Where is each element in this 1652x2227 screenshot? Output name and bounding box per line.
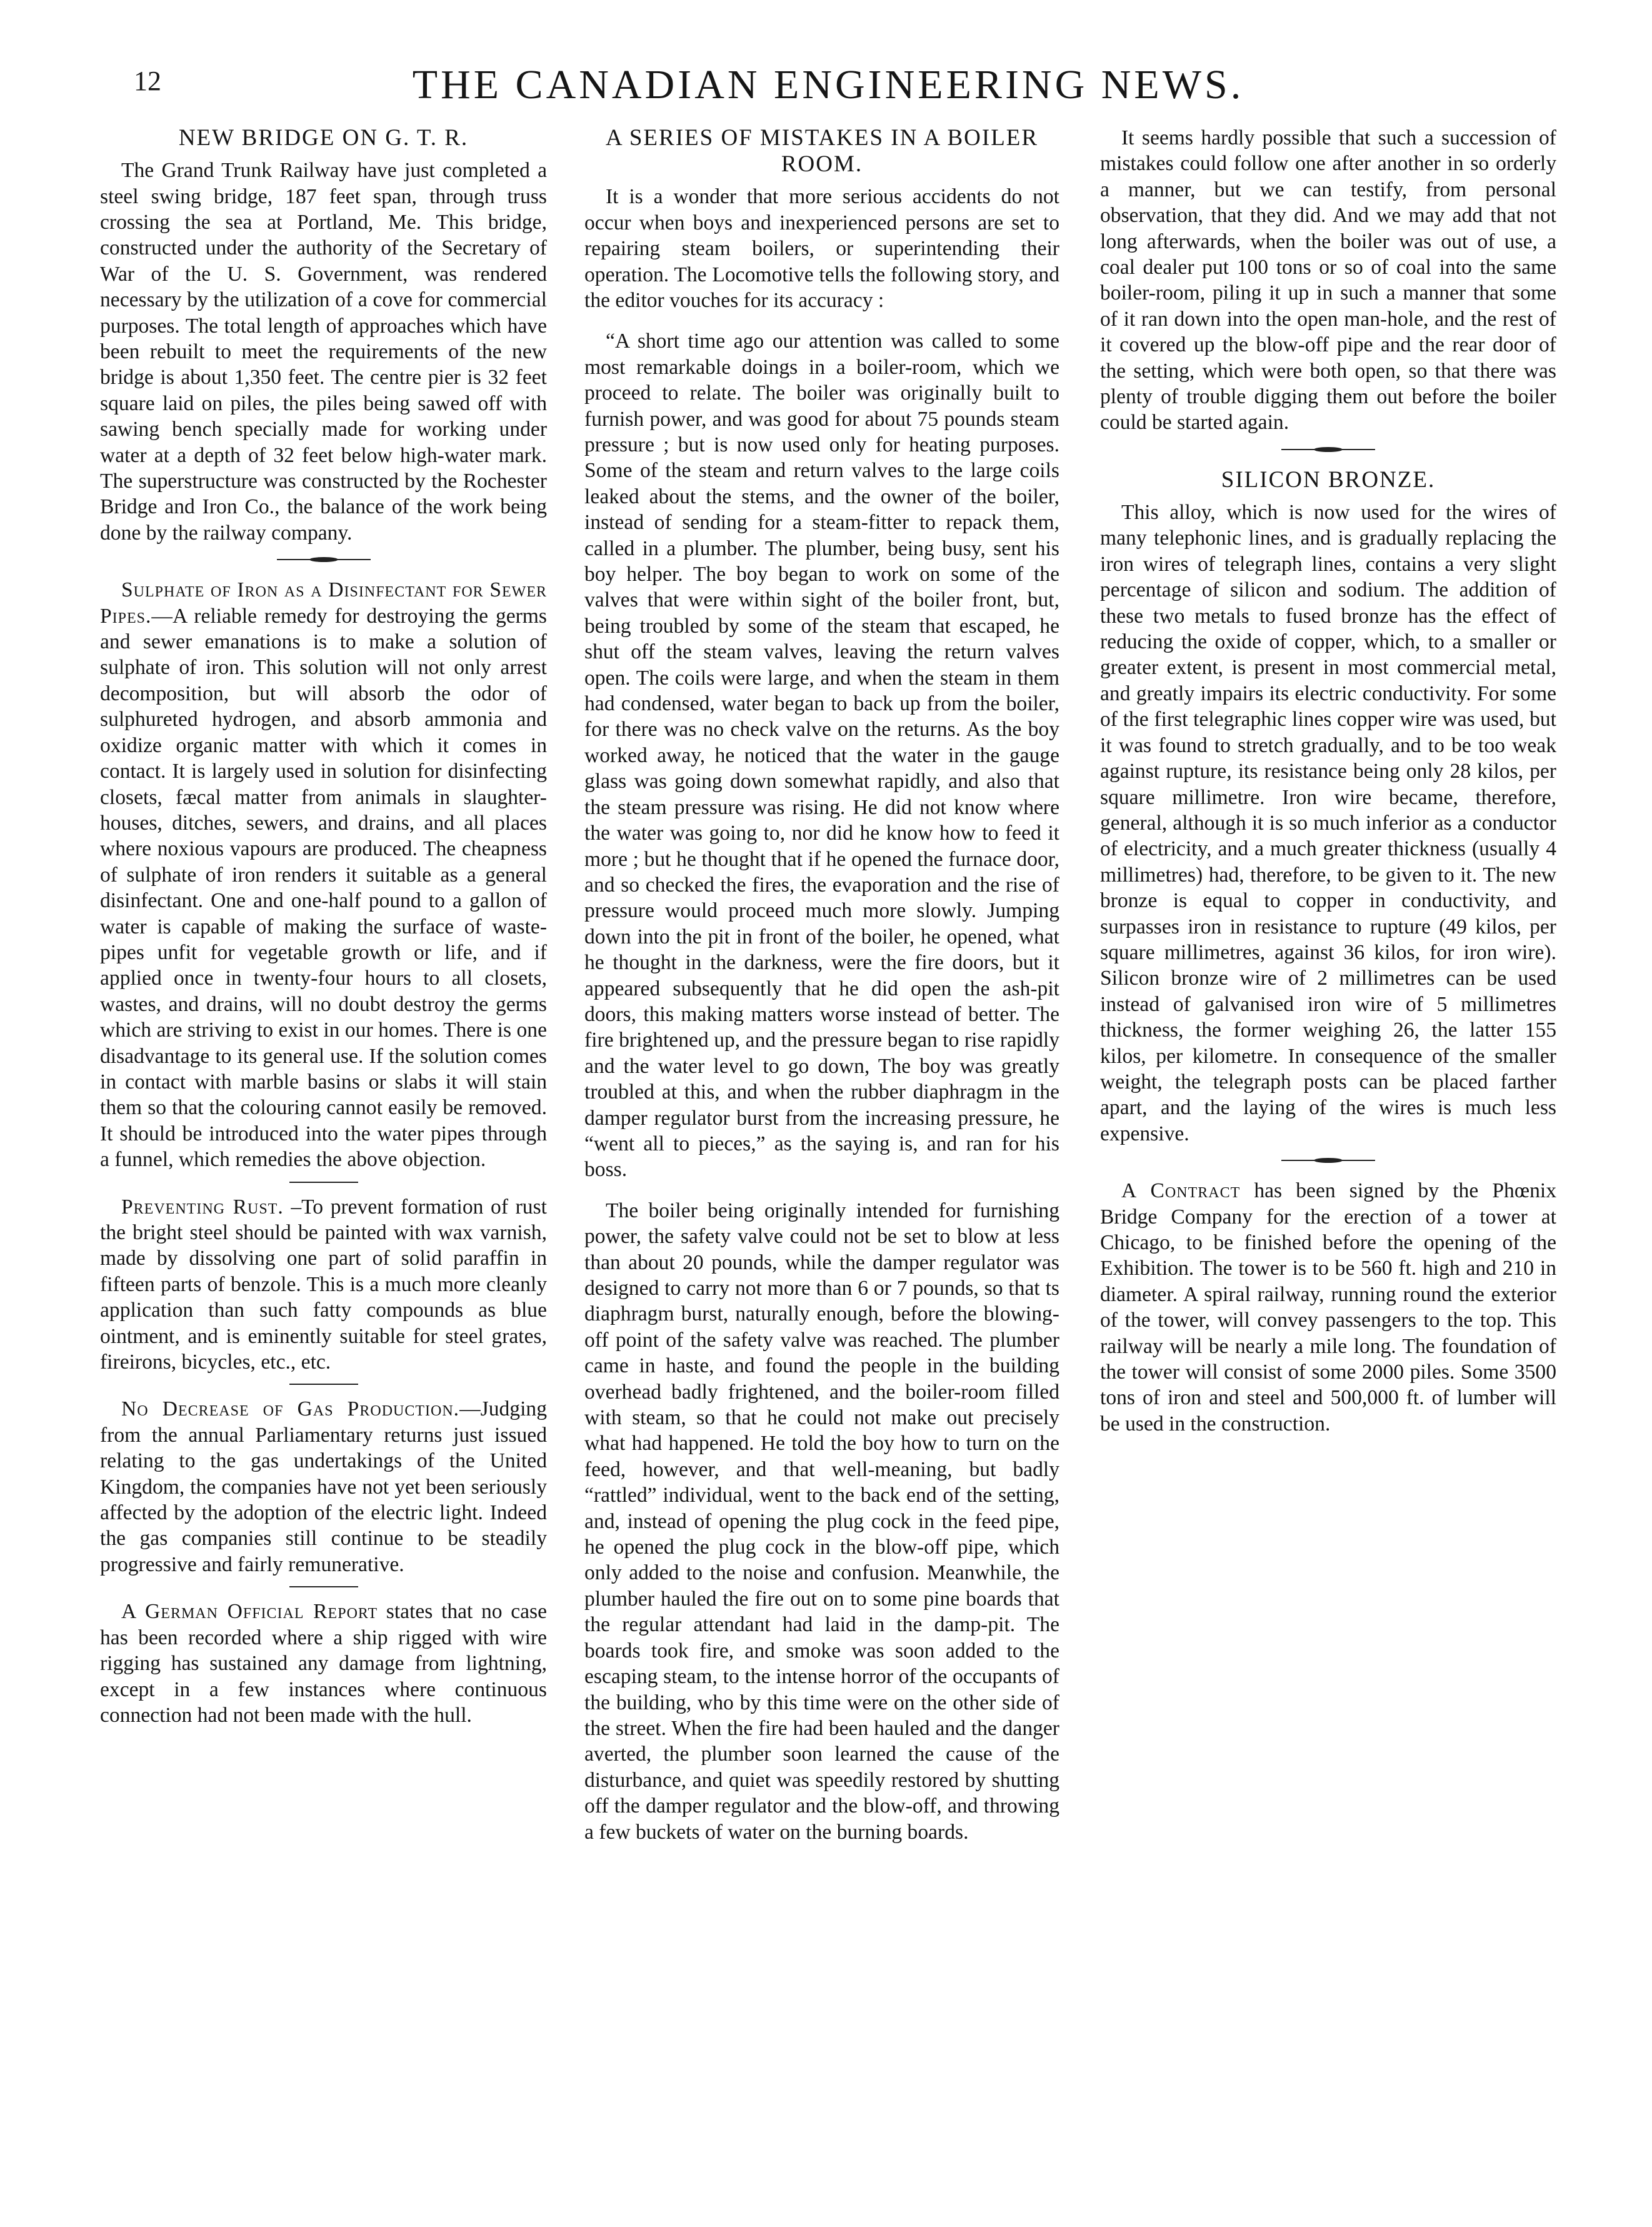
silicon-article-title: SILICON BRONZE. [1221,466,1436,493]
masthead [94,61,1563,118]
section-divider-ornament [277,556,371,563]
contract-article [1100,1178,1556,1437]
boiler-article-intro: It is a wonder that more serious accidents do not occur when boys and inexperienced persons are set to repairing steam boilers, or superintending their operation. The Locomotive tells the following story, and the editor vouches for its accuracy : [584,185,1059,312]
silicon-article-body: This alloy, which is now used for the wires of many telephonic lines, and is gradually replacing the iron wires of telegraph lines, contains a very slight percentage of silicon and sodium. The addition of these two metals to fused bronze has the effect of reducing the oxide of copper, which, to a smaller or greater extent, is present in most commercial metal, and greatly impairs its electric conductivity. For some of the first telegraphic lines copper wire was used, but it was found to stretch gradually, and to be too weak against rupture, its resistance being only 28 kilos, per square millimetre. Iron wire became, therefore, general, although it is so much inferior as a conductor of electricity, and a much greater thickness (usually 4 millimetres) had, therefore, to be given to it. The new bronze is equal to copper in conductivity, and surpasses iron in resistance to rupture (49 kilos, per square millimetres, against 36 kilos, for iron wire). Silicon bronze wire of 2 millimetres can be used instead of galvanised iron wire of 5 millimetres thickness, the former weighing 26, the latter 155 kilos, per kilometre. In consequence of the smaller weight, the telegraph posts can be placed farther apart, and the laying of the wires is much less expensive. [1100,501,1556,1145]
rust-article [100,1194,547,1375]
section-divider-rule [289,1586,358,1587]
paragraph-gap [584,313,1059,328]
rust-body: –To prevent formation of rust the bright steel should be painted with wax varnish, made by dissolving one part of solid paraffin in fifteen parts of benzole. This is a much more cleanly application than such fatty compounds as blue ointment, and is eminently suitable for steel grates, fireirons, bicycles, etc., etc. [100,1195,547,1374]
sulphate-article [100,577,547,1172]
boiler-article-closing: It seems hardly possible that such a succession of mistakes could follow one after another in so orderly a manner, but we can testify, from personal observation, that they did. And we may add that not long afterwards, when the boiler was out of use, a coal dealer put 100 tons or so of coal into the same boiler-room, piling it up in such a manner that some of it ran down into the open man-hole, and the rest of it covered up the blow-off pipe and the rear door of the setting, which were both open, so that there was plenty of trouble digging them out before the boiler could be started again. [1100,126,1556,435]
rust-lead-in: Preventing Rust. [121,1195,284,1219]
boiler-article-title: A SERIES OF MISTAKES IN A BOILER ROOM. [605,125,1039,178]
section-divider-ornament [1281,446,1375,453]
bridge-article-title: NEW BRIDGE ON G. T. R. [178,125,469,151]
german-report-article [100,1599,547,1728]
boiler-article-continued: The boiler being originally intended for furnishing power, the safety valve could not be set to blow at less than about 20 pounds, while the damper regulator was designed to carry not more than 6 or 7 pounds, so that ts diaphragm burst, naturally enough, before the blowing-off point of the safety valve was reached. The plumber came in haste, and found the people in the building overhead badly frightened, and the boiler-room filled with steam, so that he could not make out precisely what had happened. He told the boy how to turn on the feed, however, and that well-meaning, but badly “rattled” individual, went to the back end of the setting, and, instead of opening the plug cock in the feed pipe, he opened the plug cock in the blow-off pipe, which only added to the noise and confusion. Meanwhile, the plumber hauled the fire out on to some pine boards that the regular attendant had laid in the damp-pit. The boards took fire, and smoke was soon added to the escaping steam, to the intense horror of the occupants of the building, who by this time were on the other side of the street. When the fire had been hauled and the danger averted, the plumber soon learned the cause of the disturbance, and quiet was speedily restored by shutting off the damper regulator and the blow-off, and throwing a few buckets of water on the burning boards. [584,1199,1059,1844]
gas-body: —Judging from the annual Parliamentary returns just issued relating to the gas undertakings of the United Kingdom, the companies have not yet been seriously affected by the adoption of the electric light. Indeed the gas companies still continue to be steadily progressive and fairly remunerative. [100,1397,547,1576]
section-divider-rule [289,1182,358,1183]
column-1 [100,125,547,1728]
bridge-article-body: The Grand Trunk Railway have just completed a steel swing bridge, 187 feet span, through truss crossing the sea at Portland, Me. This bridge, constructed under the authority of the Secretary of War of the U. S. Government, was rendered necessary by the utilization of a cove for commercial purposes. The total length of approaches which have been rebuilt to meet the requirements of the new bridge is about 1,350 feet. The centre pier is 32 feet square laid on piles, the piles being sawed off with sawing bench specially made for working under water at a depth of 32 feet below high-water mark. The superstructure was constructed by the Rochester Bridge and Iron Co., the balance of the work being done by the railway company. [100,159,547,545]
gas-lead-in: No Decrease of Gas Production. [121,1397,460,1421]
contract-lead-in: A Contract [1121,1179,1241,1203]
boiler-article-quote: “A short time ago our attention was called to some most remarkable doings in a boiler-room, which we proceed to relate. The boiler was originally built to furnish power, and was good for about 75 pounds steam pressure ; but is now used only for heating purposes. Some of the steam and return valves to the large coils leaked about the stems, and the owner of the boiler, instead of sending for a steam-fitter to repack them, called in a plumber. The plumber, being busy, sent his boy helper. The boy began to work on some of the valves that were within sight of the boiler front, but, being troubled by some of the steam that escaped, he shut off the steam valves, leaving the return valves open. The coils were large, and when the steam in them had condensed, water began to back up from the boiler, for there was no check valve on the returns. As the boy worked away, he noticed that the water in the gauge glass was going down somewhat rapidly, and also that the steam pressure was rising. He did not know where the water was going to, nor did he know how to feed it more ; but he thought that if he opened the furnace door, and so checked the fires, the evaporation and the rise of pressure would proceed much more slowly. Jumping down into the pit in front of the boiler, he opened, what he thought in the darkness, were the fire doors, but it appeared subsequently that he did open the ash-pit doors, this making matters worse instead of better. The fire brightened up, and the pressure began to rise rapidly and the water level to go down, The boy was greatly troubled at this, and when the rubber diaphragm in the damper regulator burst from the increasing pressure, he “went all to pieces,” as the saying is, and ran for his boss. [584,329,1059,1182]
contract-body: has been signed by the Phœnix Bridge Company for the erection of a tower at Chicago, to be finished before the opening of the Exhibition. The tower is to be 560 ft. high and 210 in diameter. A spiral railway, running round the exterior of the tower, will convey passengers to the top. This railway will be nearly a mile long. The foundation of the tower will consist of some 2000 piles. Some 3500 tons of iron and steel and 500,000 ft. of lumber will be used in the construction. [1100,1179,1556,1435]
section-divider-rule [289,1384,358,1385]
page-number: 12 [134,66,161,96]
gas-article [100,1396,547,1577]
sulphate-lead-in: Sulphate of Iron as a Disinfectant for Sewer Pipes. [100,578,547,628]
column-2 [584,125,1059,1845]
german-report-body: states that no case has been recorded where a ship rigged with wire rigging has sustained any damage from lightning, except in a few instances where continuous connection had not been made with the hull. [100,1600,547,1727]
paragraph-gap [584,1183,1059,1198]
german-report-lead-in: A German Official Report [121,1600,378,1624]
journal-title: THE CANADIAN ENGINEERING NEWS. [412,62,1244,108]
sulphate-body: —A reliable remedy for destroying the germs and sewer emanations is to make a solution of sulphate of iron. This solution will not only arrest decomposition, but will absorb the odor of sulphureted hydrogen, and absorb ammonia and oxidize organic matter with which it comes in contact. It is largely used in solution for disinfecting closets, fæcal matter from animals in slaughter-houses, ditches, sewers, and drains, and all places where noxious vapours are produced. The cheapness of sulphate of iron renders it suitable as a general disinfectant. One and one-half pound to a gallon of water is capable of making the surface of waste-pipes unfit for vegetable growth or life, and if applied once in twenty-four hours to all closets, wastes, and drains, will no doubt destroy the germs which are striving to exist in our homes. There is one disadvantage to its general use. If the solution comes in contact with marble basins or slabs it will stain them so that the colouring cannot easily be removed. It should be introduced into the water pipes through a funnel, which remedies the above objection. [100,604,547,1172]
column-3 [1100,125,1556,1437]
section-divider-ornament [1281,1157,1375,1164]
